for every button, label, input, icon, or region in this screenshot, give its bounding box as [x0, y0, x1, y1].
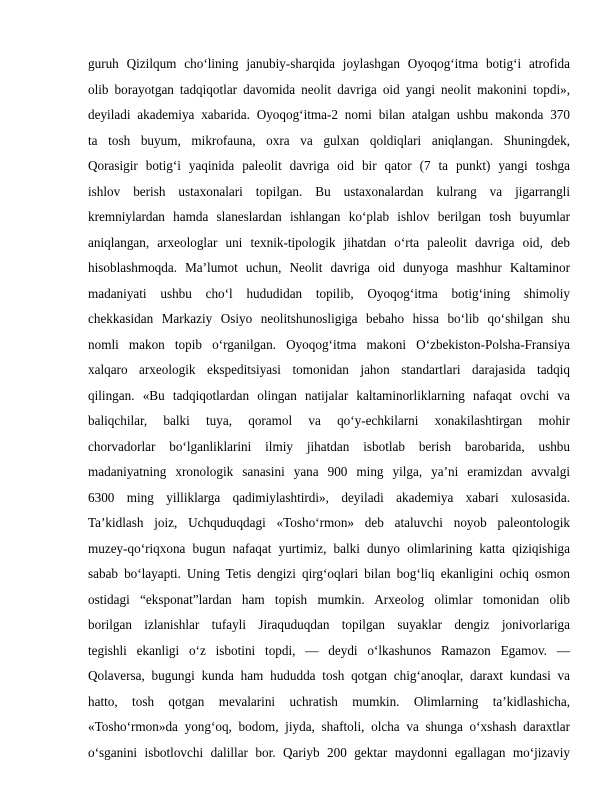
text-line: baliqchilar, balki tuya, qoramol va qo‘y-echkilarni xonakilashtirgan mohir [88, 413, 570, 428]
text-line: ishlov berish ustaxonalari topilgan. Bu ustaxonalardan kulrang va jigarrangli [88, 183, 570, 199]
text-line: muzey-qo‘riqxona bugun nafaqat yurtimiz, balki dunyo olimlarining katta qiziqishiga [88, 540, 570, 556]
text-line: ta tosh buyum, mikrofauna, oxra va gulxan qoldiqlari aniqlangan. Shuningdek, [88, 132, 570, 148]
text-line: Ta’kidlash joiz, Uchquduqdagi «Tosho‘rmon» deb ataluvchi noyob paleontologik [88, 515, 570, 530]
text-line: qilingan. «Bu tadqiqotlardan olingan natijalar kaltaminorliklarning nafaqat ovchi va [88, 387, 570, 403]
text-line: deyiladi akademiya xabarida. Oyoqog‘itma-2 nomi bilan atalgan ushbu makonda 370 [88, 107, 570, 122]
text-line: madaniyatning xronologik sanasini yana 900 ming yilga, ya’ni eramizdan avvalgi [88, 464, 570, 479]
text-line: Qorasigir botig‘i yaqinida paleolit davriga oid bir qator (7 ta punkt) yangi toshga [88, 158, 570, 173]
text-line: nomli makon topib o‘rganilgan. Oyoqog‘itma makoni O‘zbekiston-Polsha-Fransiya [88, 336, 570, 352]
document-body [88, 51, 570, 765]
text-line: chekkasidan Markaziy Osiyo neolitshunosligiga bebaho hissa bo‘lib qo‘shilgan shu [88, 311, 570, 326]
text-line: hisoblashmoqda. Ma’lumot uchun, Neolit davriga oid dunyoga mashhur Kaltaminor [88, 260, 570, 275]
text-line: borilgan izlanishlar tufayli Jiraquduqdan topilgan suyaklar dengiz jonivorlariga [88, 617, 570, 632]
text-line: olib borayotgan tadqiqotlar davomida neolit davriga oid yangi neolit makonini topdi», [88, 81, 570, 97]
text-line: xalqaro arxeologik ekspeditsiyasi tomonidan jahon standartlari darajasida tadqiq [88, 362, 570, 377]
text-line: chorvadorlar bo‘lganliklarini ilmiy jihatdan isbotlab berish barobarida, ushbu [88, 438, 570, 454]
text-line: «Tosho‘rmon»da yong‘oq, bodom, jiyda, shaftoli, olcha va shunga o‘xshash daraxtlar [88, 719, 570, 734]
text-line: kremniylardan hamda slaneslardan ishlangan ko‘plab ishlov berilgan tosh buyumlar [88, 209, 570, 224]
text-line: tegishli ekanligi o‘z isbotini topdi, — deydi o‘lkashunos Ramazon Egamov. — [88, 642, 570, 658]
text-line: ostidagi “eksponat”lardan ham topish mumkin. Arxeolog olimlar tomonidan olib [88, 591, 570, 607]
text-line: madaniyati ushbu cho‘l hududidan topilib, Oyoqog‘itma botig‘ining shimoliy [88, 285, 570, 301]
text-line: aniqlangan, arxeologlar uni texnik-tipologik jihatdan o‘rta paleolit davriga oid, deb [88, 234, 570, 250]
text-line: guruh Qizilqum cho‘lining janubiy-sharqida joylashgan Oyoqog‘itma botig‘i atrofida [88, 56, 570, 71]
text-line: 6300 ming yilliklarga qadimiylashtirdi», deyiladi akademiya xabari xulosasida. [88, 489, 570, 505]
text-line: sabab bo‘layapti. Uning Tetis dengizi qirg‘oqlari bilan bog‘liq ekanligini ochiq osmon [88, 566, 570, 581]
text-line: o‘sganini isbotlovchi dalillar bor. Qariyb 200 gektar maydonni egallagan mo‘jizaviy [88, 744, 570, 760]
text-line: hatto, tosh qotgan mevalarini uchratish mumkin. Olimlarning ta’kidlashicha, [88, 693, 570, 709]
text-line: Qolaversa, bugungi kunda ham hududda tosh qotgan chig‘anoqlar, daraxt kundasi va [88, 668, 570, 683]
